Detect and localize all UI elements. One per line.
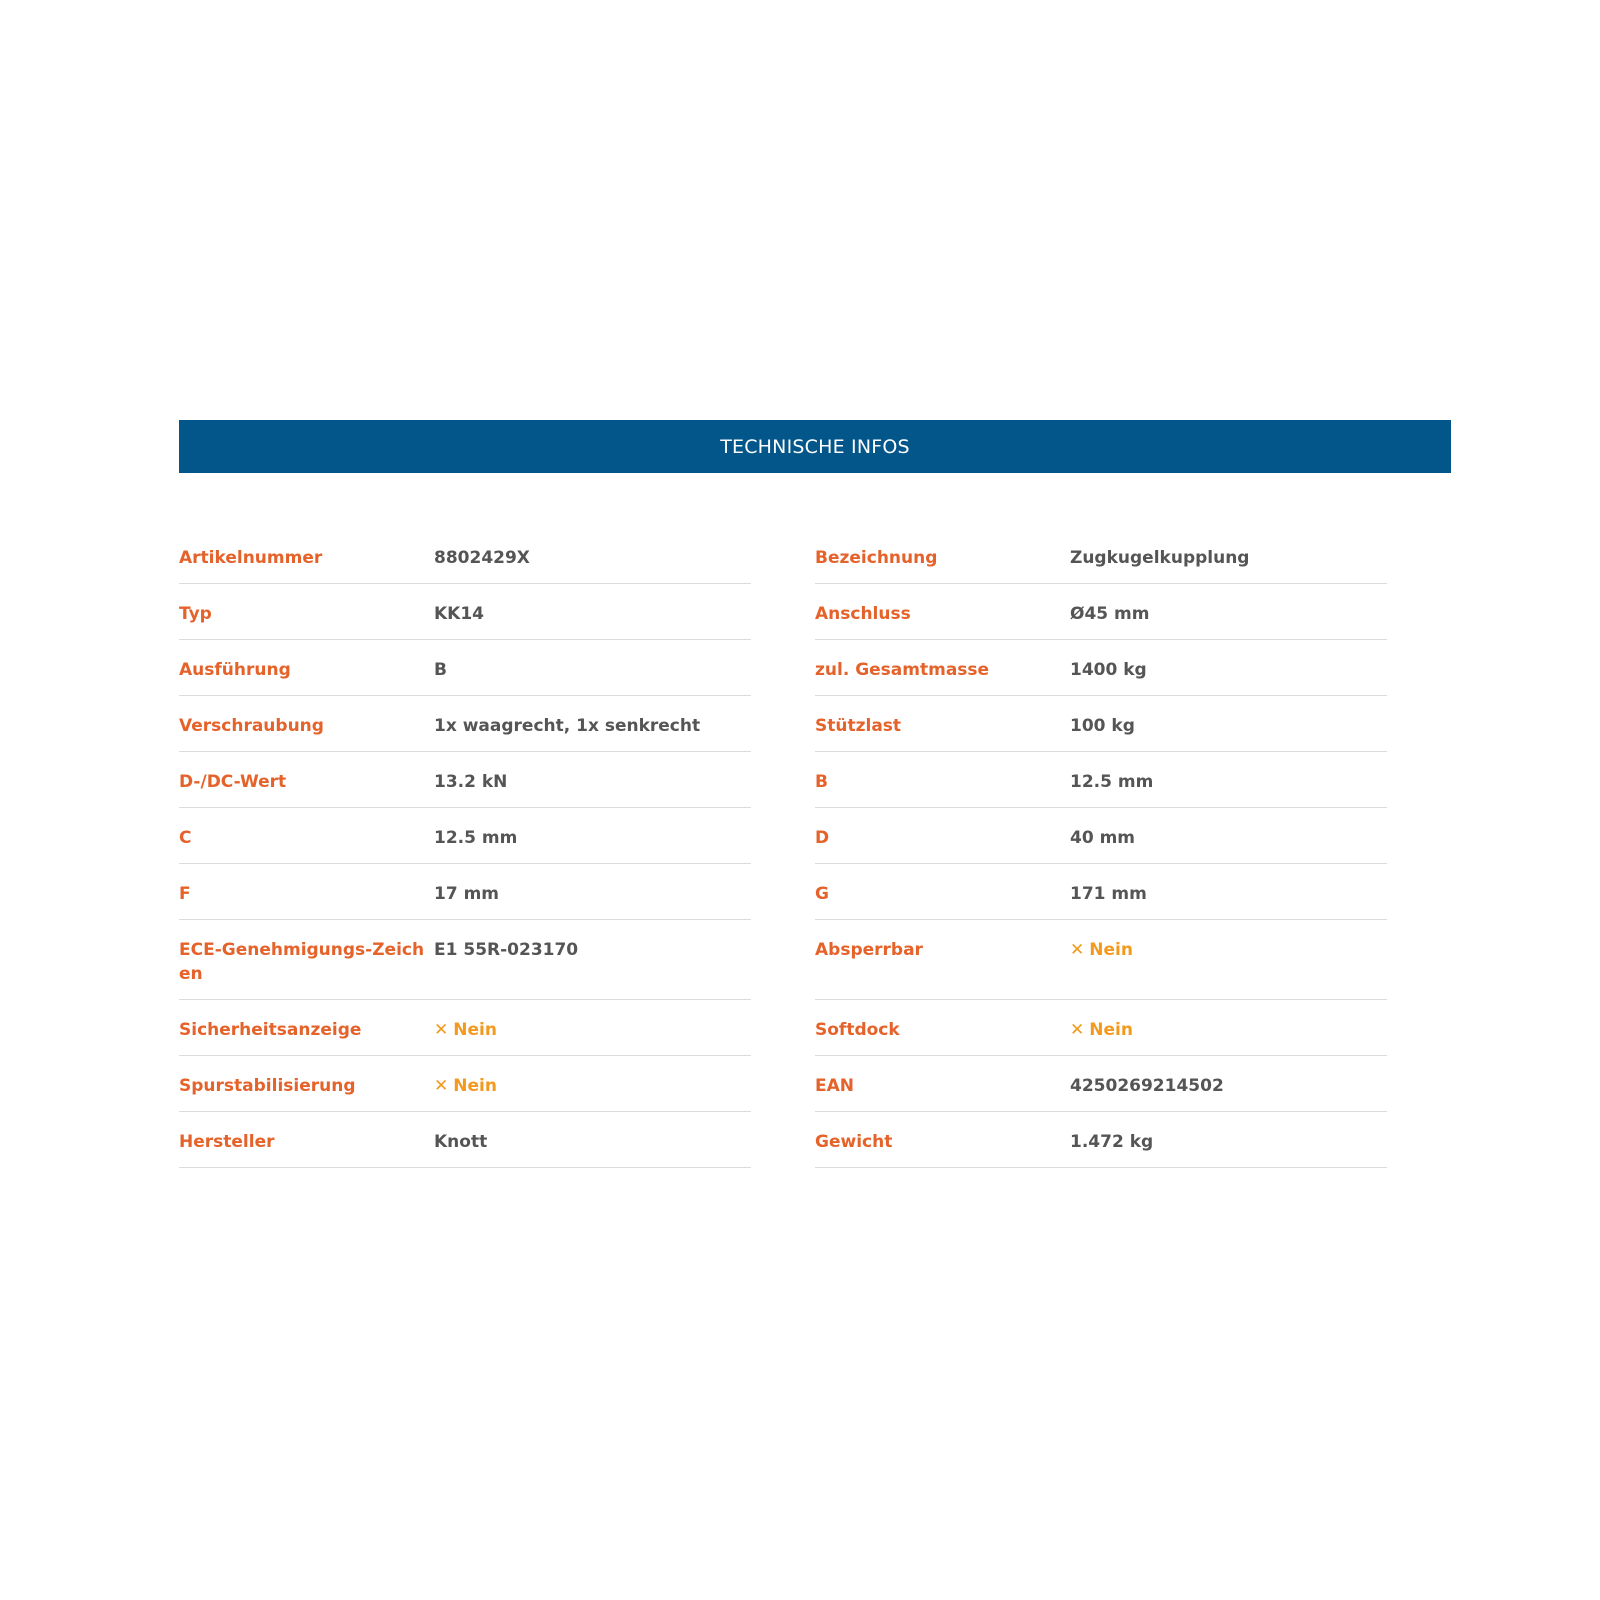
spec-value: 13.2 kN bbox=[434, 772, 508, 792]
section-header bbox=[179, 420, 1451, 473]
spec-value: Zugkugelkupplung bbox=[1070, 548, 1250, 568]
spec-row bbox=[815, 808, 1387, 864]
spec-value: KK14 bbox=[434, 604, 485, 624]
spec-label: EAN bbox=[815, 1076, 854, 1096]
spec-column-right bbox=[815, 528, 1387, 1168]
spec-value: 1x waagrecht, 1x senkrecht bbox=[434, 716, 701, 736]
spec-value: 4250269214502 bbox=[1070, 1076, 1224, 1096]
spec-row bbox=[179, 1112, 751, 1168]
spec-label: C bbox=[179, 828, 192, 848]
spec-label: F bbox=[179, 884, 191, 904]
spec-value: E1 55R-023170 bbox=[434, 940, 579, 960]
spec-value: Knott bbox=[434, 1132, 488, 1152]
spec-row bbox=[815, 1112, 1387, 1168]
spec-label: Ausführung bbox=[179, 660, 291, 680]
spec-value: 1400 kg bbox=[1070, 660, 1147, 680]
spec-value bbox=[434, 1074, 751, 1098]
spec-value: B bbox=[434, 660, 447, 680]
spec-label: Gewicht bbox=[815, 1132, 893, 1152]
spec-row bbox=[815, 696, 1387, 752]
spec-column-left bbox=[179, 528, 751, 1168]
spec-row bbox=[179, 528, 751, 584]
spec-row bbox=[815, 1000, 1387, 1056]
spec-value bbox=[1070, 1018, 1387, 1042]
spec-label: Anschluss bbox=[815, 604, 911, 624]
spec-row bbox=[179, 640, 751, 696]
spec-label: Sicherheitsanzeige bbox=[179, 1020, 362, 1040]
spec-label: Spurstabilisierung bbox=[179, 1076, 356, 1096]
spec-row bbox=[179, 752, 751, 808]
spec-value: 17 mm bbox=[434, 884, 500, 904]
spec-row bbox=[179, 864, 751, 920]
spec-label: Verschraubung bbox=[179, 716, 324, 736]
spec-row bbox=[179, 1056, 751, 1112]
spec-row bbox=[815, 1056, 1387, 1112]
spec-value: Ø45 mm bbox=[1070, 604, 1150, 624]
spec-label: zul. Gesamtmasse bbox=[815, 660, 990, 680]
spec-row bbox=[815, 920, 1387, 1000]
spec-row bbox=[815, 584, 1387, 640]
spec-value bbox=[1070, 938, 1387, 962]
spec-value: 8802429X bbox=[434, 548, 530, 568]
spec-row bbox=[179, 696, 751, 752]
spec-value: 100 kg bbox=[1070, 716, 1135, 736]
spec-label: D bbox=[815, 828, 830, 848]
x-icon: ✕ bbox=[1070, 1020, 1085, 1040]
spec-row bbox=[815, 528, 1387, 584]
spec-value: 40 mm bbox=[1070, 828, 1136, 848]
spec-label: G bbox=[815, 884, 829, 904]
spec-row bbox=[179, 808, 751, 864]
spec-value-text: Nein bbox=[1089, 940, 1133, 960]
x-icon: ✕ bbox=[434, 1076, 449, 1096]
spec-row bbox=[179, 1000, 751, 1056]
spec-label: Artikelnummer bbox=[179, 548, 323, 568]
spec-value: 171 mm bbox=[1070, 884, 1147, 904]
spec-label: Hersteller bbox=[179, 1132, 275, 1152]
section-title: TECHNISCHE INFOS bbox=[720, 435, 910, 458]
spec-value-text: Nein bbox=[453, 1076, 497, 1096]
spec-row bbox=[179, 584, 751, 640]
spec-value: 1.472 kg bbox=[1070, 1132, 1154, 1152]
spec-label: Typ bbox=[179, 604, 212, 624]
spec-label: Absperrbar bbox=[815, 940, 923, 960]
spec-row bbox=[815, 752, 1387, 808]
spec-row bbox=[179, 920, 751, 1000]
spec-value-text: Nein bbox=[453, 1020, 497, 1040]
spec-label: Bezeichnung bbox=[815, 548, 938, 568]
spec-value: 12.5 mm bbox=[434, 828, 518, 848]
spec-label: Stützlast bbox=[815, 716, 902, 736]
spec-value-text: Nein bbox=[1089, 1020, 1133, 1040]
spec-row bbox=[815, 640, 1387, 696]
x-icon: ✕ bbox=[1070, 940, 1085, 960]
spec-label: B bbox=[815, 772, 828, 792]
spec-label: ECE-Genehmigungs-Zeichen bbox=[179, 940, 425, 984]
x-icon: ✕ bbox=[434, 1020, 449, 1040]
spec-label: Softdock bbox=[815, 1020, 900, 1040]
spec-value bbox=[434, 1018, 751, 1042]
spec-label: D-/DC-Wert bbox=[179, 772, 287, 792]
spec-row bbox=[815, 864, 1387, 920]
spec-value: 12.5 mm bbox=[1070, 772, 1154, 792]
